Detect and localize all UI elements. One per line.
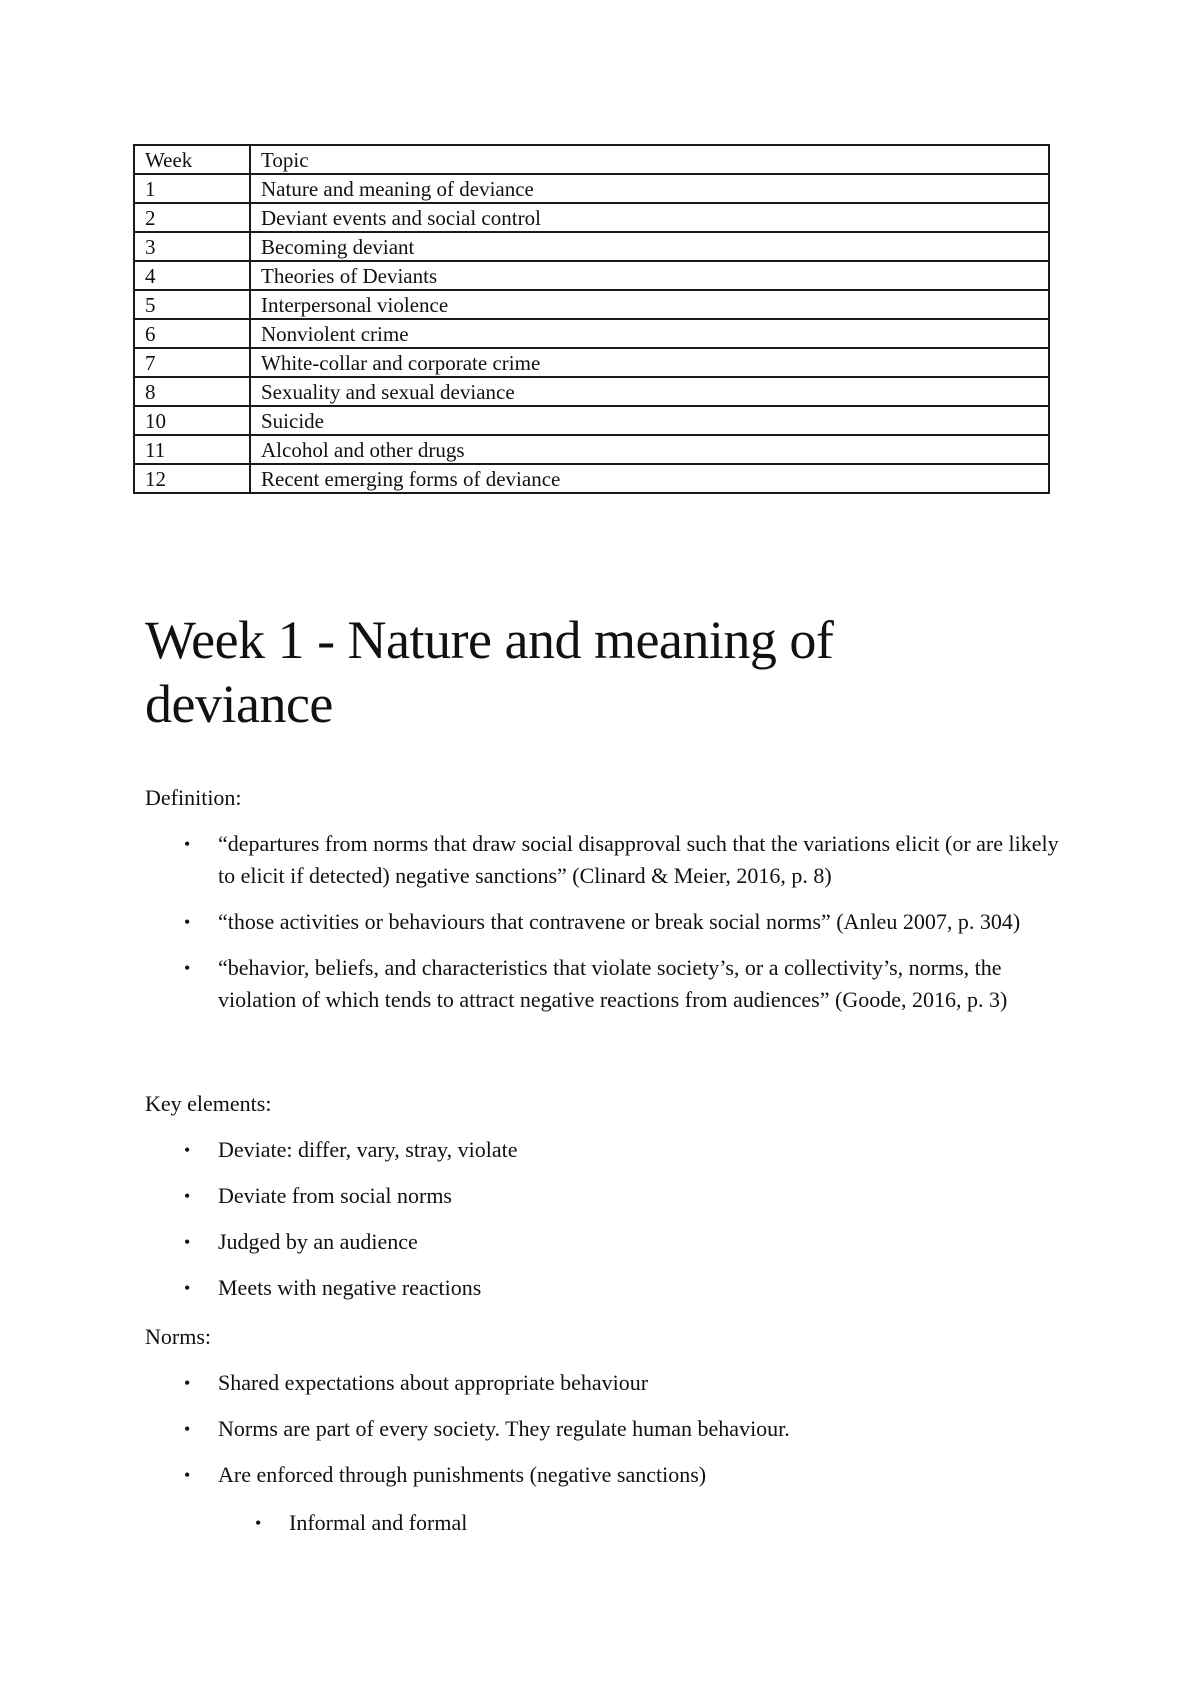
definition-label: Definition: bbox=[145, 785, 242, 810]
norms-sub-list bbox=[255, 1507, 1035, 1553]
table-row bbox=[134, 290, 1049, 319]
list-item-text: Meets with negative reactions bbox=[218, 1275, 482, 1300]
list-item bbox=[184, 952, 1060, 1016]
table-row bbox=[134, 232, 1049, 261]
bullet-icon: • bbox=[184, 1278, 191, 1298]
topic-cell: Sexuality and sexual deviance bbox=[250, 377, 1049, 406]
key-elements-list bbox=[184, 1134, 1044, 1318]
week-cell: 7 bbox=[134, 348, 250, 377]
definition-list bbox=[184, 828, 1060, 1030]
list-item bbox=[184, 906, 1060, 938]
topic-cell: Deviant events and social control bbox=[250, 203, 1049, 232]
norms-label: Norms: bbox=[145, 1324, 211, 1349]
column-header-week: Week bbox=[134, 145, 250, 174]
topic-cell: Nonviolent crime bbox=[250, 319, 1049, 348]
bullet-icon: • bbox=[184, 1232, 191, 1252]
topic-cell: Theories of Deviants bbox=[250, 261, 1049, 290]
table-row bbox=[134, 435, 1049, 464]
topic-cell: White-collar and corporate crime bbox=[250, 348, 1049, 377]
list-item bbox=[184, 1413, 1044, 1445]
list-item-text: Deviate from social norms bbox=[218, 1183, 452, 1208]
topic-cell: Nature and meaning of deviance bbox=[250, 174, 1049, 203]
list-item-text: Judged by an audience bbox=[218, 1229, 418, 1254]
topic-cell: Alcohol and other drugs bbox=[250, 435, 1049, 464]
week-cell: 12 bbox=[134, 464, 250, 493]
week-cell: 5 bbox=[134, 290, 250, 319]
topic-cell: Becoming deviant bbox=[250, 232, 1049, 261]
list-item-text: Shared expectations about appropriate behaviour bbox=[218, 1370, 649, 1395]
list-item-text: “departures from norms that draw social disapproval such that the variations elicit (or are likely to elicit if detected) negative sanctions” (Clinard & Meier, 2016, p. 8) bbox=[218, 831, 1059, 888]
bullet-icon: • bbox=[184, 1186, 191, 1206]
list-item-text: Are enforced through punishments (negative sanctions) bbox=[218, 1462, 707, 1487]
list-item-text: Norms are part of every society. They regulate human behaviour. bbox=[218, 1416, 790, 1441]
topic-cell: Suicide bbox=[250, 406, 1049, 435]
list-item-text: “those activities or behaviours that contravene or break social norms” (Anleu 2007, p. 304) bbox=[218, 909, 1021, 934]
key-elements-label: Key elements: bbox=[145, 1091, 272, 1116]
bullet-icon: • bbox=[184, 958, 191, 978]
list-item bbox=[184, 1180, 1044, 1212]
list-item bbox=[184, 1226, 1044, 1258]
bullet-icon: • bbox=[184, 1419, 191, 1439]
week-cell: 2 bbox=[134, 203, 250, 232]
list-item bbox=[184, 1134, 1044, 1166]
table-row bbox=[134, 406, 1049, 435]
list-item bbox=[184, 828, 1060, 892]
week-cell: 10 bbox=[134, 406, 250, 435]
topic-cell: Interpersonal violence bbox=[250, 290, 1049, 319]
norms-list bbox=[184, 1367, 1044, 1505]
table-row bbox=[134, 174, 1049, 203]
list-item bbox=[184, 1459, 1044, 1491]
list-item bbox=[184, 1272, 1044, 1304]
bullet-icon: • bbox=[184, 834, 191, 854]
table-row bbox=[134, 203, 1049, 232]
topic-schedule-table bbox=[133, 144, 1050, 494]
page-title: Week 1 - Nature and meaning of deviance bbox=[145, 610, 834, 734]
table-row bbox=[134, 464, 1049, 493]
table-row bbox=[134, 319, 1049, 348]
table-header-row bbox=[134, 145, 1049, 174]
list-item-text: Informal and formal bbox=[289, 1510, 468, 1535]
bullet-icon: • bbox=[184, 1140, 191, 1160]
week-cell: 8 bbox=[134, 377, 250, 406]
week-cell: 4 bbox=[134, 261, 250, 290]
column-header-topic: Topic bbox=[250, 145, 1049, 174]
list-item bbox=[255, 1507, 1035, 1539]
list-item-text: Deviate: differ, vary, stray, violate bbox=[218, 1137, 518, 1162]
list-item bbox=[184, 1367, 1044, 1399]
week-cell: 3 bbox=[134, 232, 250, 261]
bullet-icon: • bbox=[255, 1513, 262, 1533]
bullet-icon: • bbox=[184, 1373, 191, 1393]
week-cell: 1 bbox=[134, 174, 250, 203]
topic-cell: Recent emerging forms of deviance bbox=[250, 464, 1049, 493]
bullet-icon: • bbox=[184, 912, 191, 932]
bullet-icon: • bbox=[184, 1465, 191, 1485]
table-row bbox=[134, 377, 1049, 406]
table-row bbox=[134, 348, 1049, 377]
table-row bbox=[134, 261, 1049, 290]
list-item-text: “behavior, beliefs, and characteristics that violate society’s, or a collectivity’s, norms, the violation of which tends to attract negative reactions from audiences” (Goode, 2016, p. 3) bbox=[218, 955, 1008, 1012]
week-cell: 6 bbox=[134, 319, 250, 348]
week-cell: 11 bbox=[134, 435, 250, 464]
